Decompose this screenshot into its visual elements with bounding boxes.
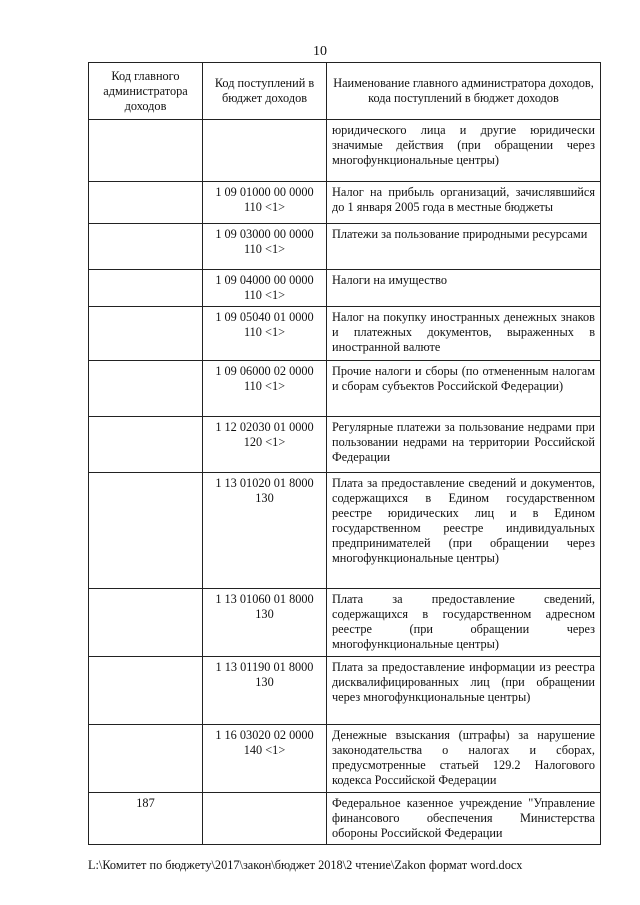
revenue-name-cell: Плата за предоставление информации из реестра дисквалифицированных лиц (при обращении через многофункциональные центры)	[327, 657, 601, 725]
admin-code-cell	[89, 417, 203, 473]
revenue-name-cell: Денежные взыскания (штрафы) за нарушение законодательства о налогах и сборах, предусмотренные статьей 129.2 Налогового кодекса Российской Федерации	[327, 725, 601, 793]
revenue-name-cell: Налог на покупку иностранных денежных знаков и платежных документов, выраженных в иностранной валюте	[327, 307, 601, 361]
table-row	[89, 270, 601, 307]
header-name: Наименование главного администратора доходов, кода поступлений в бюджет доходов	[327, 63, 601, 120]
table-row	[89, 793, 601, 845]
revenue-code-cell: 1 13 01020 01 8000 130	[203, 473, 327, 589]
page-number: 10	[313, 44, 327, 59]
admin-code-cell	[89, 361, 203, 417]
header-revenue-code: Код поступлений в бюджет доходов	[203, 63, 327, 120]
table-row	[89, 307, 601, 361]
revenue-name-cell: Федеральное казенное учреждение "Управление финансового обеспечения Министерства обороны Российской Федерации	[327, 793, 601, 845]
revenue-name-cell: Плата за предоставление сведений и документов, содержащихся в Едином государственном реестре юридических лиц и в Едином государственном реестре индивидуальных предпринимателей (при обращении через многофункциональные центры)	[327, 473, 601, 589]
revenue-code-cell	[203, 793, 327, 845]
revenue-name-cell: Плата за предоставление сведений, содержащихся в государственном адресном реестре (при обращении через многофункциональные центры)	[327, 589, 601, 657]
revenue-code-cell: 1 09 01000 00 0000 110 <1>	[203, 182, 327, 224]
table-row	[89, 417, 601, 473]
revenue-code-cell: 1 12 02030 01 0000 120 <1>	[203, 417, 327, 473]
table-row	[89, 589, 601, 657]
revenue-name-cell: Платежи за пользование природными ресурсами	[327, 224, 601, 270]
header-admin-code: Код главного администратора доходов	[89, 63, 203, 120]
admin-code-cell	[89, 725, 203, 793]
admin-code-cell	[89, 182, 203, 224]
table-row	[89, 725, 601, 793]
table-row	[89, 361, 601, 417]
admin-code-cell	[89, 307, 203, 361]
revenue-code-cell: 1 09 05040 01 0000 110 <1>	[203, 307, 327, 361]
table-row	[89, 224, 601, 270]
file-path-footer: L:\Комитет по бюджету\2017\закон\бюджет 2018\2 чтение\Zakon формат word.docx	[88, 858, 523, 872]
admin-code-cell	[89, 473, 203, 589]
revenue-code-cell: 1 09 03000 00 0000 110 <1>	[203, 224, 327, 270]
admin-code-cell	[89, 270, 203, 307]
table-row	[89, 120, 601, 182]
admin-code-cell	[89, 120, 203, 182]
admin-code-cell	[89, 589, 203, 657]
table-row	[89, 657, 601, 725]
revenue-code-cell	[203, 120, 327, 182]
revenue-name-cell: юридического лица и другие юридически значимые действия (при обращении через многофункциональные центры)	[327, 120, 601, 182]
revenue-name-cell: Налог на прибыль организаций, зачислявшийся до 1 января 2005 года в местные бюджеты	[327, 182, 601, 224]
admin-code-cell	[89, 224, 203, 270]
revenue-code-cell: 1 13 01190 01 8000 130	[203, 657, 327, 725]
table-header-row	[89, 63, 601, 120]
admin-code-cell	[89, 657, 203, 725]
table-row	[89, 182, 601, 224]
table-row	[89, 473, 601, 589]
revenue-code-cell: 1 13 01060 01 8000 130	[203, 589, 327, 657]
revenue-code-cell: 1 09 04000 00 0000 110 <1>	[203, 270, 327, 307]
revenue-code-cell: 1 09 06000 02 0000 110 <1>	[203, 361, 327, 417]
budget-revenue-table	[88, 62, 601, 845]
revenue-name-cell: Налоги на имущество	[327, 270, 601, 307]
revenue-code-cell: 1 16 03020 02 0000 140 <1>	[203, 725, 327, 793]
revenue-name-cell: Прочие налоги и сборы (по отмененным налогам и сборам субъектов Российской Федерации)	[327, 361, 601, 417]
admin-code-cell: 187	[89, 793, 203, 845]
revenue-name-cell: Регулярные платежи за пользование недрами при пользовании недрами на территории Российской Федерации	[327, 417, 601, 473]
